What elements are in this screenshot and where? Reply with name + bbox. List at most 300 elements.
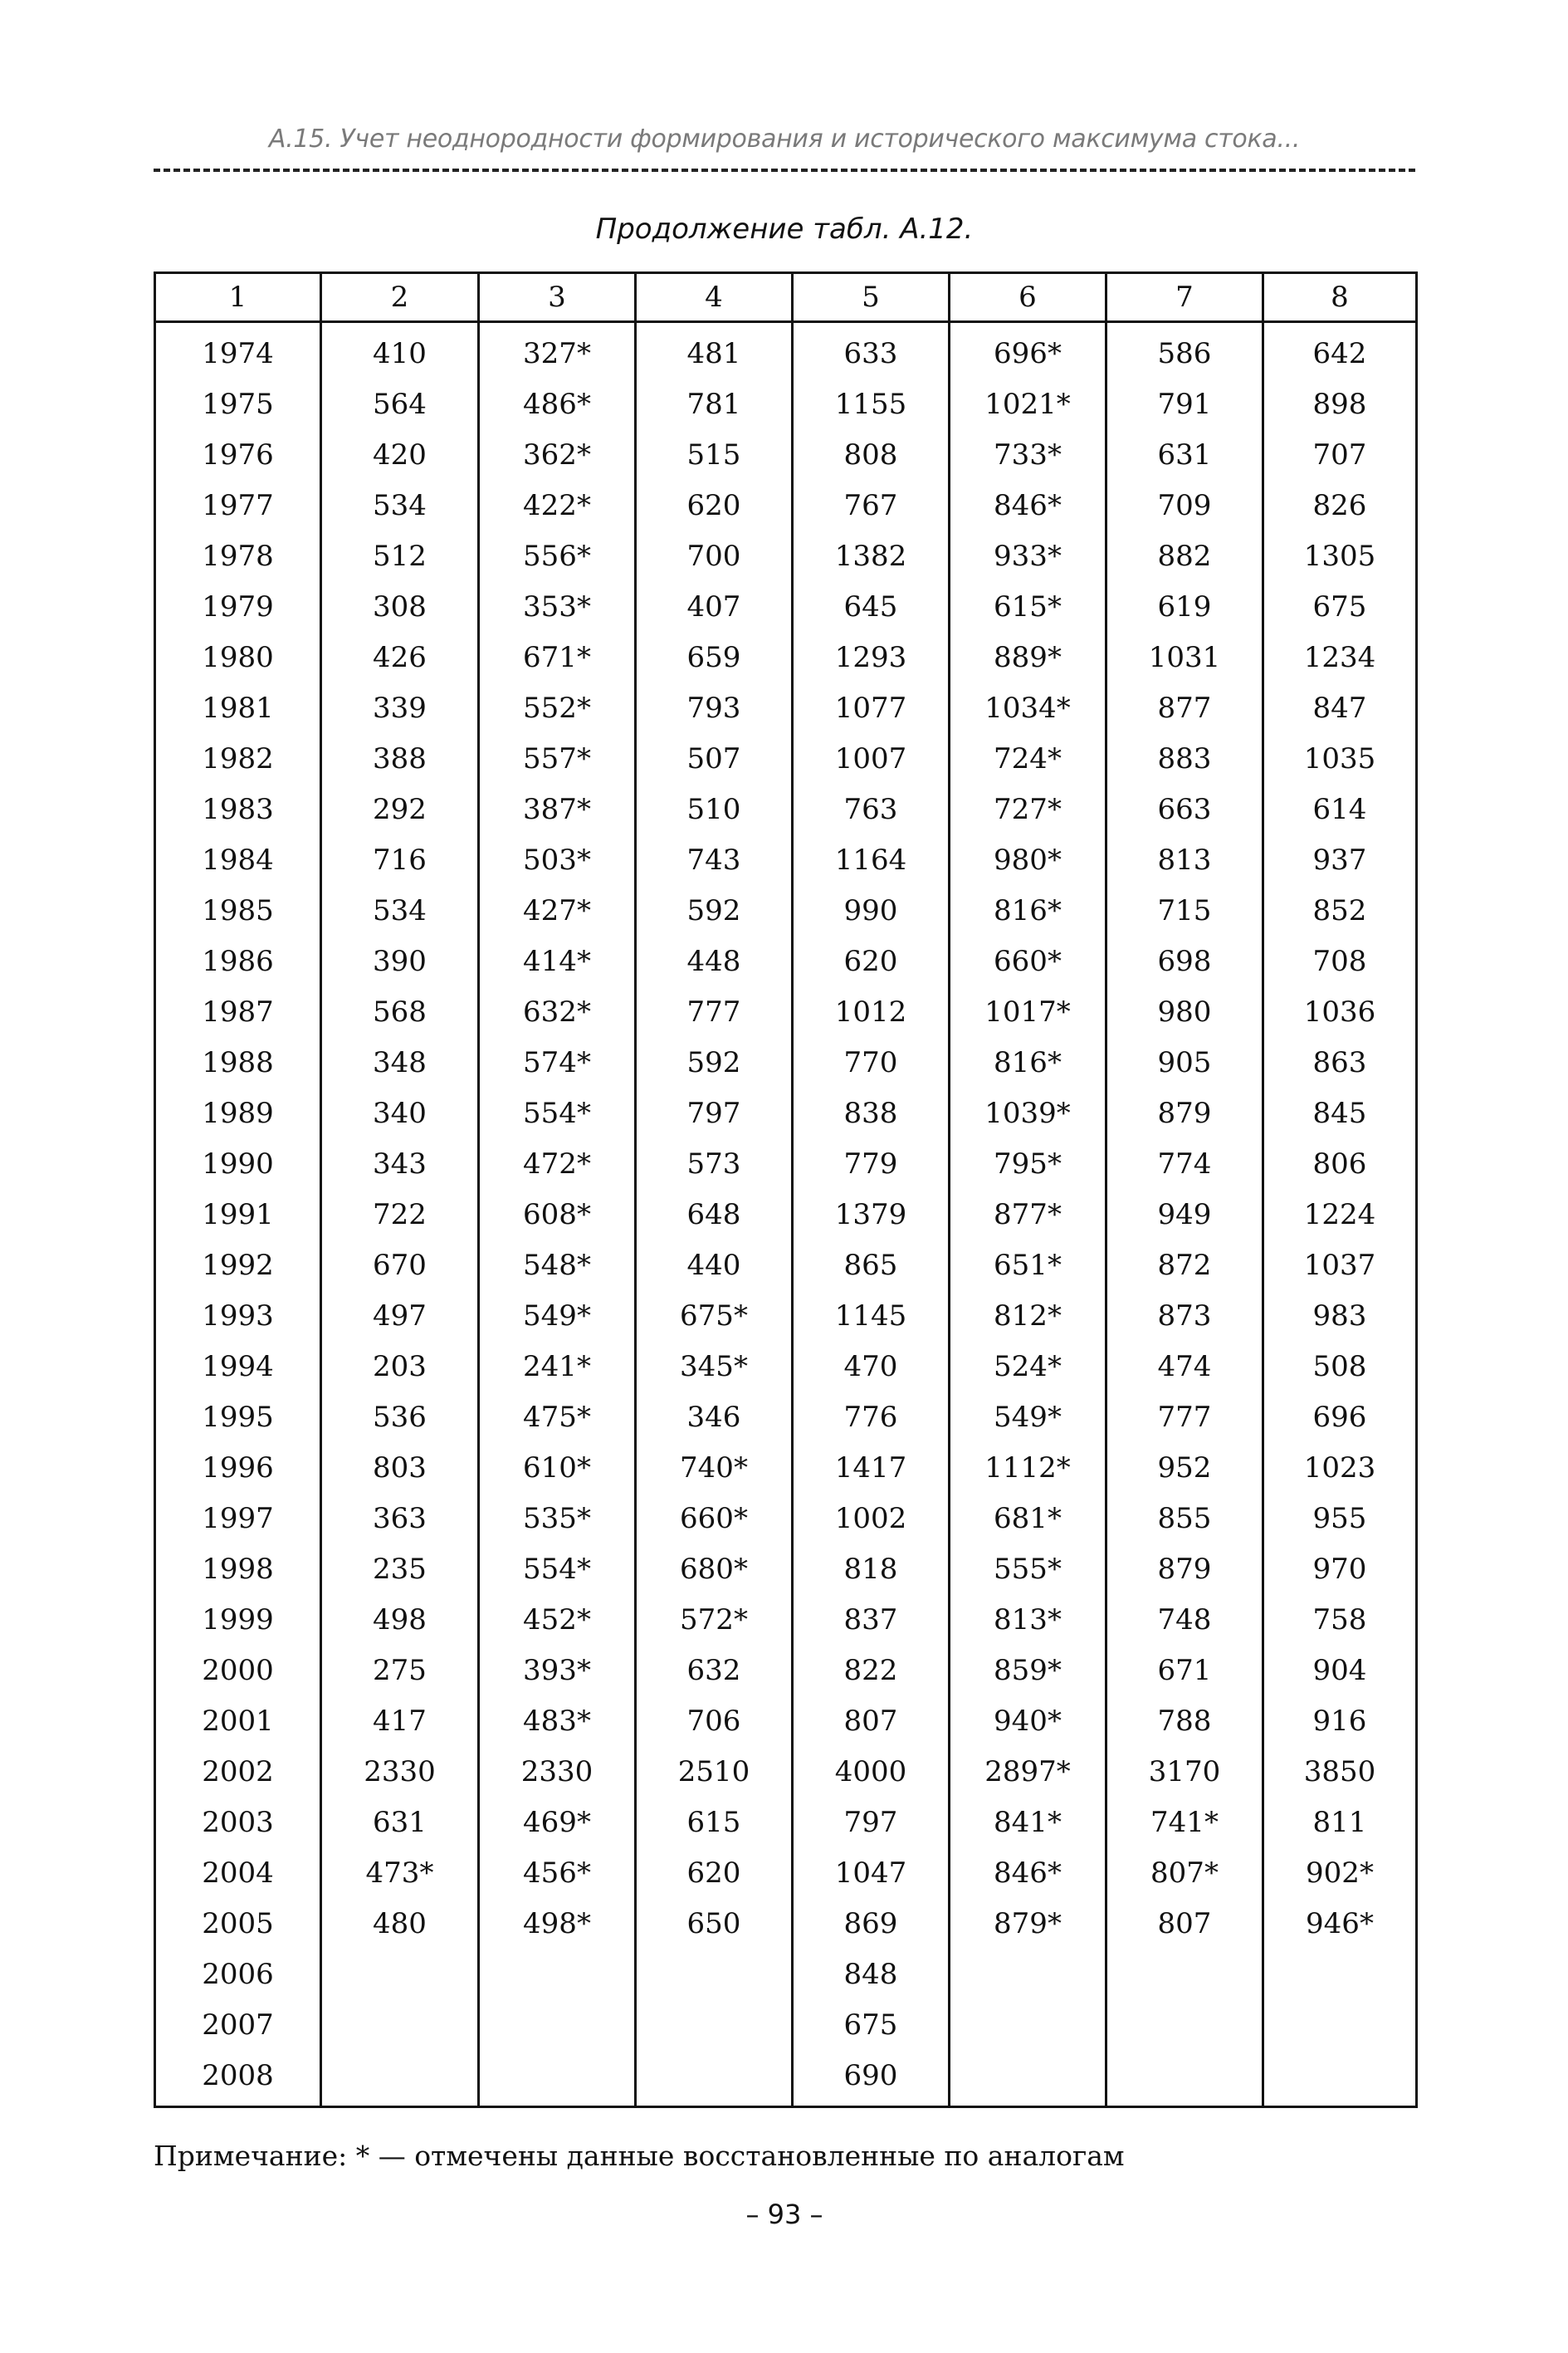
table-cell: 1112* — [950, 1442, 1106, 1493]
table-cell: 353* — [479, 581, 636, 632]
table-cell: 473* — [321, 1847, 479, 1898]
table-cell: 791 — [1106, 379, 1263, 429]
table-cell: 346 — [636, 1392, 793, 1442]
table-cell: 709 — [1106, 480, 1263, 531]
column-header: 5 — [793, 273, 950, 322]
table-cell: 1234 — [1263, 632, 1417, 682]
table-cell: 592 — [636, 1037, 793, 1088]
year-cell: 1995 — [155, 1392, 321, 1442]
table-cell: 448 — [636, 936, 793, 986]
table-cell: 535* — [479, 1493, 636, 1543]
table-row — [155, 682, 1417, 733]
table-cell: 873 — [1106, 1290, 1263, 1341]
table-cell: 481 — [636, 322, 793, 379]
table-cell: 1224 — [1263, 1189, 1417, 1240]
table-row — [155, 1037, 1417, 1088]
year-cell: 2000 — [155, 1645, 321, 1695]
table-cell: 620 — [636, 1847, 793, 1898]
column-header: 8 — [1263, 273, 1417, 322]
table-row — [155, 784, 1417, 834]
year-cell: 1978 — [155, 531, 321, 581]
table-cell: 1145 — [793, 1290, 950, 1341]
year-cell: 1979 — [155, 581, 321, 632]
table-cell: 292 — [321, 784, 479, 834]
table-cell — [1106, 2050, 1263, 2107]
table-cell: 2897* — [950, 1746, 1106, 1797]
table-cell: 716 — [321, 834, 479, 885]
table-cell: 980* — [950, 834, 1106, 885]
table-cell: 848 — [793, 1949, 950, 1999]
table-cell: 1021* — [950, 379, 1106, 429]
table-cell: 733* — [950, 429, 1106, 480]
table-row — [155, 1138, 1417, 1189]
year-cell: 1983 — [155, 784, 321, 834]
table-cell: 707 — [1263, 429, 1417, 480]
table-cell: 690 — [793, 2050, 950, 2107]
table-cell: 838 — [793, 1088, 950, 1138]
year-cell: 1992 — [155, 1240, 321, 1290]
table-cell: 2330 — [479, 1746, 636, 1797]
table-cell: 671* — [479, 632, 636, 682]
table-cell: 872 — [1106, 1240, 1263, 1290]
table-cell: 497 — [321, 1290, 479, 1341]
table-cell: 241* — [479, 1341, 636, 1392]
table-cell: 308 — [321, 581, 479, 632]
table-cell: 390 — [321, 936, 479, 986]
table-cell: 470 — [793, 1341, 950, 1392]
table-cell: 275 — [321, 1645, 479, 1695]
table-cell: 807 — [1106, 1898, 1263, 1949]
table-cell: 777 — [1106, 1392, 1263, 1442]
table-cell: 554* — [479, 1088, 636, 1138]
table-cell: 648 — [636, 1189, 793, 1240]
column-header: 2 — [321, 273, 479, 322]
table-cell: 877 — [1106, 682, 1263, 733]
table-cell: 452* — [479, 1594, 636, 1645]
table-cell: 724* — [950, 733, 1106, 784]
table-cell: 946* — [1263, 1898, 1417, 1949]
table-cell: 980 — [1106, 986, 1263, 1037]
table-cell: 806 — [1263, 1138, 1417, 1189]
table-cell: 632 — [636, 1645, 793, 1695]
year-cell: 2003 — [155, 1797, 321, 1847]
table-cell: 619 — [1106, 581, 1263, 632]
table-row — [155, 936, 1417, 986]
table-cell: 795* — [950, 1138, 1106, 1189]
table-cell: 339 — [321, 682, 479, 733]
table-cell: 568 — [321, 986, 479, 1037]
year-cell: 1982 — [155, 733, 321, 784]
table-cell: 758 — [1263, 1594, 1417, 1645]
table-cell: 879 — [1106, 1543, 1263, 1594]
table-cell: 456* — [479, 1847, 636, 1898]
table-cell: 776 — [793, 1392, 950, 1442]
table-row — [155, 1949, 1417, 1999]
table-cell: 343 — [321, 1138, 479, 1189]
table-cell: 675* — [636, 1290, 793, 1341]
table-cell: 615* — [950, 581, 1106, 632]
table-cell: 1007 — [793, 733, 950, 784]
table-cell: 534 — [321, 480, 479, 531]
table-cell: 675 — [793, 1999, 950, 2050]
table-cell: 770 — [793, 1037, 950, 1088]
year-cell: 1999 — [155, 1594, 321, 1645]
table-cell: 574* — [479, 1037, 636, 1088]
table-cell: 970 — [1263, 1543, 1417, 1594]
table-cell: 797 — [636, 1088, 793, 1138]
table-cell: 877* — [950, 1189, 1106, 1240]
column-header: 3 — [479, 273, 636, 322]
year-cell: 2001 — [155, 1695, 321, 1746]
year-cell: 1985 — [155, 885, 321, 936]
table-cell: 983 — [1263, 1290, 1417, 1341]
table-cell: 813* — [950, 1594, 1106, 1645]
table-cell: 882 — [1106, 531, 1263, 581]
table-cell: 414* — [479, 936, 636, 986]
table-row — [155, 2050, 1417, 2107]
table-cell: 847 — [1263, 682, 1417, 733]
table-cell: 483* — [479, 1695, 636, 1746]
table-cell: 808 — [793, 429, 950, 480]
table-cell — [1263, 2050, 1417, 2107]
table-row — [155, 834, 1417, 885]
table-cell: 727* — [950, 784, 1106, 834]
table-cell: 715 — [1106, 885, 1263, 936]
table-cell: 879* — [950, 1898, 1106, 1949]
table-cell: 503* — [479, 834, 636, 885]
year-cell: 1993 — [155, 1290, 321, 1341]
table-cell: 650 — [636, 1898, 793, 1949]
table-row — [155, 1392, 1417, 1442]
year-cell: 1975 — [155, 379, 321, 429]
table-cell: 937 — [1263, 834, 1417, 885]
table-cell: 592 — [636, 885, 793, 936]
table-cell: 1031 — [1106, 632, 1263, 682]
table-cell: 774 — [1106, 1138, 1263, 1189]
table-cell: 681* — [950, 1493, 1106, 1543]
table-cell: 865 — [793, 1240, 950, 1290]
table-cell: 1077 — [793, 682, 950, 733]
table-cell: 608* — [479, 1189, 636, 1240]
table-cell: 803 — [321, 1442, 479, 1493]
table-row — [155, 1797, 1417, 1847]
table-cell: 348 — [321, 1037, 479, 1088]
table-cell — [636, 1999, 793, 2050]
table-cell: 1379 — [793, 1189, 950, 1240]
table-cell: 990 — [793, 885, 950, 936]
table-cell: 660* — [950, 936, 1106, 986]
table-row — [155, 531, 1417, 581]
table-cell: 797 — [793, 1797, 950, 1847]
table-cell: 869 — [793, 1898, 950, 1949]
year-cell: 2002 — [155, 1746, 321, 1797]
table-cell: 740* — [636, 1442, 793, 1493]
table-cell: 767 — [793, 480, 950, 531]
table-cell: 743 — [636, 834, 793, 885]
table-cell: 1047 — [793, 1847, 950, 1898]
table-cell: 671 — [1106, 1645, 1263, 1695]
table-cell: 515 — [636, 429, 793, 480]
table-cell: 905 — [1106, 1037, 1263, 1088]
table-row — [155, 1088, 1417, 1138]
table-cell: 1293 — [793, 632, 950, 682]
table-cell: 706 — [636, 1695, 793, 1746]
year-cell: 2008 — [155, 2050, 321, 2107]
table-cell: 1039* — [950, 1088, 1106, 1138]
table-cell: 615 — [636, 1797, 793, 1847]
table-cell: 417 — [321, 1695, 479, 1746]
table-cell: 816* — [950, 885, 1106, 936]
table-cell: 855 — [1106, 1493, 1263, 1543]
table-cell: 2510 — [636, 1746, 793, 1797]
table-cell: 426 — [321, 632, 479, 682]
table-cell: 486* — [479, 379, 636, 429]
table-cell: 940* — [950, 1695, 1106, 1746]
column-header: 7 — [1106, 273, 1263, 322]
table-header-row — [155, 273, 1417, 322]
table-cell: 1017* — [950, 986, 1106, 1037]
table-cell: 779 — [793, 1138, 950, 1189]
table-row — [155, 632, 1417, 682]
year-cell: 1994 — [155, 1341, 321, 1392]
table-cell: 816* — [950, 1037, 1106, 1088]
table-cell: 1164 — [793, 834, 950, 885]
table-cell: 879 — [1106, 1088, 1263, 1138]
table-cell: 807 — [793, 1695, 950, 1746]
table-cell: 663 — [1106, 784, 1263, 834]
table-cell: 633 — [793, 322, 950, 379]
table-cell: 620 — [636, 480, 793, 531]
table-cell: 793 — [636, 682, 793, 733]
table-row — [155, 885, 1417, 936]
year-cell: 1986 — [155, 936, 321, 986]
footnote: Примечание: * — отмечены данные восстановленные по аналогам — [154, 2140, 1125, 2172]
year-cell: 1990 — [155, 1138, 321, 1189]
table-cell: 781 — [636, 379, 793, 429]
year-cell: 1997 — [155, 1493, 321, 1543]
table-cell: 898 — [1263, 379, 1417, 429]
table-cell: 472* — [479, 1138, 636, 1189]
table-cell: 422* — [479, 480, 636, 531]
table-cell: 837 — [793, 1594, 950, 1645]
table-cell — [1106, 1999, 1263, 2050]
year-cell: 2006 — [155, 1949, 321, 1999]
year-cell: 1996 — [155, 1442, 321, 1493]
table-cell: 680* — [636, 1543, 793, 1594]
table-row — [155, 581, 1417, 632]
table-cell: 696* — [950, 322, 1106, 379]
table-cell: 557* — [479, 733, 636, 784]
table-cell — [321, 2050, 479, 2107]
table-cell: 548* — [479, 1240, 636, 1290]
table-cell: 826 — [1263, 480, 1417, 531]
year-cell: 1981 — [155, 682, 321, 733]
table-cell: 549* — [479, 1290, 636, 1341]
table-cell: 696 — [1263, 1392, 1417, 1442]
table-row — [155, 1543, 1417, 1594]
table-cell: 763 — [793, 784, 950, 834]
table-cell: 586 — [1106, 322, 1263, 379]
table-cell: 498 — [321, 1594, 479, 1645]
table-cell: 813 — [1106, 834, 1263, 885]
table-cell — [321, 1949, 479, 1999]
year-cell: 2004 — [155, 1847, 321, 1898]
table-row — [155, 1442, 1417, 1493]
year-cell: 1974 — [155, 322, 321, 379]
table-cell: 3850 — [1263, 1746, 1417, 1797]
table-cell: 859* — [950, 1645, 1106, 1695]
table-cell: 427* — [479, 885, 636, 936]
table-cell: 407 — [636, 581, 793, 632]
table-cell: 556* — [479, 531, 636, 581]
table-cell: 904 — [1263, 1645, 1417, 1695]
table-cell: 474 — [1106, 1341, 1263, 1392]
table-cell: 845 — [1263, 1088, 1417, 1138]
table-cell: 812* — [950, 1290, 1106, 1341]
table-cell: 1023 — [1263, 1442, 1417, 1493]
table-cell: 1012 — [793, 986, 950, 1037]
table-cell: 955 — [1263, 1493, 1417, 1543]
table-cell: 362* — [479, 429, 636, 480]
table-cell: 902* — [1263, 1847, 1417, 1898]
table-cell — [479, 1949, 636, 1999]
table-cell: 675 — [1263, 581, 1417, 632]
header-divider — [154, 169, 1415, 172]
table-cell — [950, 1949, 1106, 1999]
year-cell: 1984 — [155, 834, 321, 885]
table-cell: 203 — [321, 1341, 479, 1392]
table-cell: 846* — [950, 480, 1106, 531]
table-row — [155, 986, 1417, 1037]
table-cell: 777 — [636, 986, 793, 1037]
table-cell: 632* — [479, 986, 636, 1037]
year-cell: 1989 — [155, 1088, 321, 1138]
table-cell: 387* — [479, 784, 636, 834]
table-cell: 670 — [321, 1240, 479, 1290]
table-cell: 1002 — [793, 1493, 950, 1543]
year-cell: 2007 — [155, 1999, 321, 2050]
running-header: А.15. Учет неоднородности формирования и исторического максимума стока... — [268, 125, 1301, 154]
table-cell: 933* — [950, 531, 1106, 581]
table-cell: 388 — [321, 733, 479, 784]
table-row — [155, 1290, 1417, 1341]
year-cell: 1987 — [155, 986, 321, 1037]
year-cell: 1998 — [155, 1543, 321, 1594]
table-cell: 631 — [1106, 429, 1263, 480]
table-cell: 507 — [636, 733, 793, 784]
table-row — [155, 1645, 1417, 1695]
table-cell: 552* — [479, 682, 636, 733]
table-cell: 564 — [321, 379, 479, 429]
table-cell — [1263, 1999, 1417, 2050]
table-cell: 440 — [636, 1240, 793, 1290]
table-row — [155, 322, 1417, 379]
table-cell: 469* — [479, 1797, 636, 1847]
table-cell: 846* — [950, 1847, 1106, 1898]
table-cell: 614 — [1263, 784, 1417, 834]
table-cell — [1263, 1949, 1417, 1999]
table-row — [155, 1695, 1417, 1746]
table-cell: 883 — [1106, 733, 1263, 784]
table-cell — [1106, 1949, 1263, 1999]
table-cell — [950, 2050, 1106, 2107]
table-row — [155, 1189, 1417, 1240]
table-cell: 549* — [950, 1392, 1106, 1442]
table-cell: 393* — [479, 1645, 636, 1695]
table-cell — [636, 1949, 793, 1999]
table-cell: 916 — [1263, 1695, 1417, 1746]
table-cell — [636, 2050, 793, 2107]
table-cell: 508 — [1263, 1341, 1417, 1392]
column-header: 6 — [950, 273, 1106, 322]
table-cell: 327* — [479, 322, 636, 379]
table-cell: 410 — [321, 322, 479, 379]
table-cell: 498* — [479, 1898, 636, 1949]
table-cell: 1417 — [793, 1442, 950, 1493]
table-cell: 642 — [1263, 322, 1417, 379]
table-cell: 2330 — [321, 1746, 479, 1797]
table-cell: 1155 — [793, 379, 950, 429]
table-cell: 660* — [636, 1493, 793, 1543]
table-cell: 536 — [321, 1392, 479, 1442]
table-cell: 554* — [479, 1543, 636, 1594]
table-cell: 1382 — [793, 531, 950, 581]
table-cell — [321, 1999, 479, 2050]
table-cell: 863 — [1263, 1037, 1417, 1088]
column-header: 4 — [636, 273, 793, 322]
table-cell: 573 — [636, 1138, 793, 1189]
table-cell: 480 — [321, 1898, 479, 1949]
table-cell: 475* — [479, 1392, 636, 1442]
table-cell: 841* — [950, 1797, 1106, 1847]
table-row — [155, 1847, 1417, 1898]
table-row — [155, 1493, 1417, 1543]
table-row — [155, 733, 1417, 784]
table-row — [155, 1999, 1417, 2050]
table-cell: 645 — [793, 581, 950, 632]
table-row — [155, 379, 1417, 429]
table-cell: 510 — [636, 784, 793, 834]
table-cell: 4000 — [793, 1746, 950, 1797]
table-row — [155, 1898, 1417, 1949]
table-cell: 651* — [950, 1240, 1106, 1290]
table-cell: 949 — [1106, 1189, 1263, 1240]
table-cell: 698 — [1106, 936, 1263, 986]
table-caption: Продолжение табл. А.12. — [595, 213, 974, 246]
table-body — [155, 322, 1417, 2107]
table-cell: 631 — [321, 1797, 479, 1847]
table-cell: 700 — [636, 531, 793, 581]
page-number: – 93 – — [745, 2199, 823, 2230]
table-cell: 822 — [793, 1645, 950, 1695]
year-cell: 1980 — [155, 632, 321, 682]
table-cell: 235 — [321, 1543, 479, 1594]
table-cell: 1034* — [950, 682, 1106, 733]
table-cell: 811 — [1263, 1797, 1417, 1847]
table-cell: 620 — [793, 936, 950, 986]
table-cell: 788 — [1106, 1695, 1263, 1746]
table-cell: 3170 — [1106, 1746, 1263, 1797]
table-cell — [479, 1999, 636, 2050]
table-cell: 524* — [950, 1341, 1106, 1392]
table-row — [155, 1746, 1417, 1797]
table-cell: 345* — [636, 1341, 793, 1392]
year-cell: 1976 — [155, 429, 321, 480]
table-cell: 852 — [1263, 885, 1417, 936]
table-row — [155, 1594, 1417, 1645]
table-cell — [479, 2050, 636, 2107]
table-cell: 610* — [479, 1442, 636, 1493]
